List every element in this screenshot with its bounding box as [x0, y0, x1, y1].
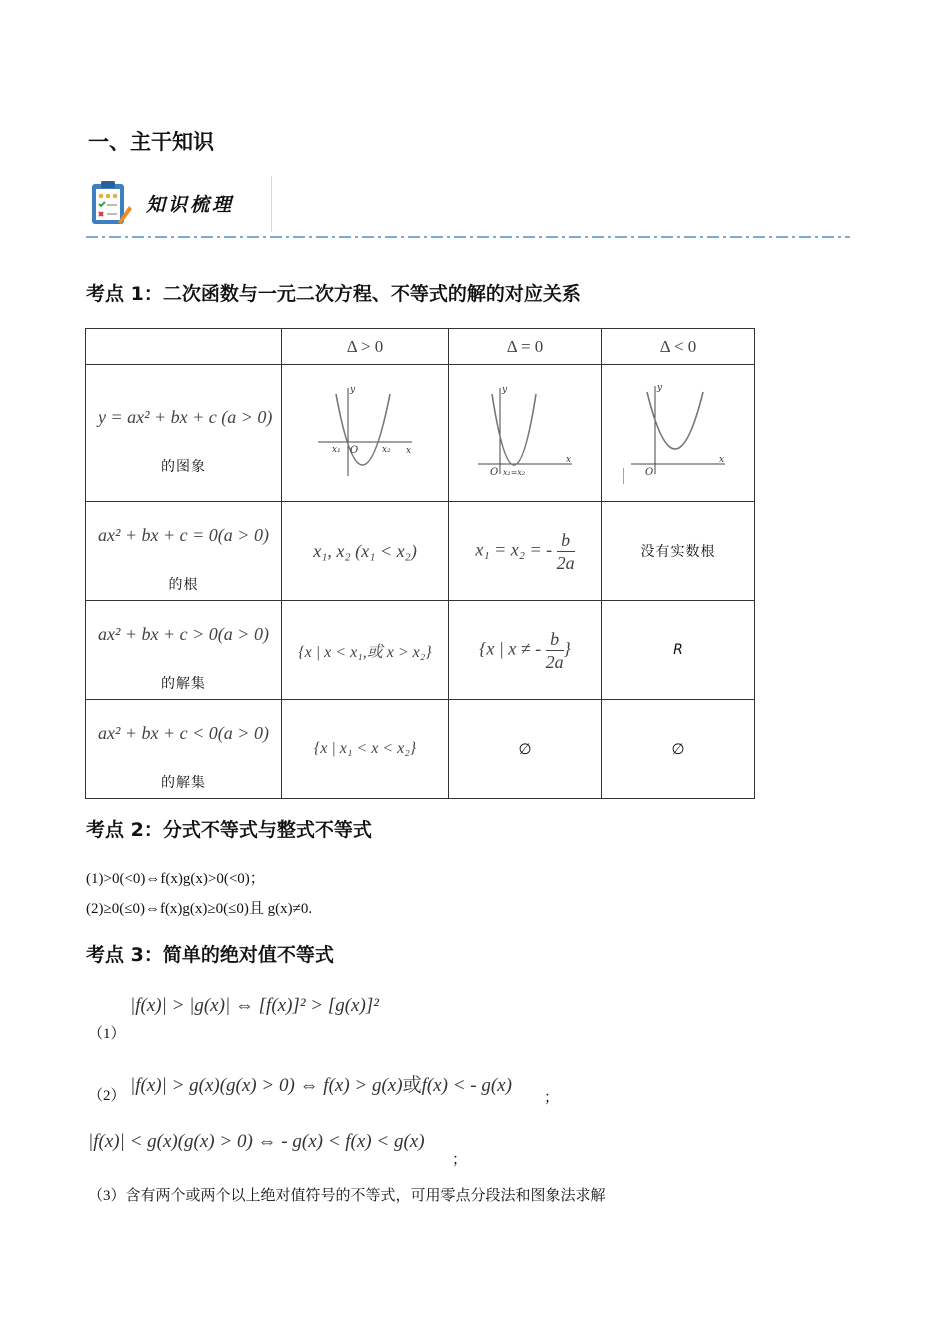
graph-y-label: y [657, 383, 663, 393]
header-delta-negative: Δ < 0 [602, 329, 755, 365]
graph-origin-label: O [490, 467, 499, 478]
roots-cell-zero [449, 502, 602, 601]
fraction-numerator: b [557, 529, 575, 552]
clipboard-checklist-icon [88, 178, 132, 228]
abs-formula-2-part-b: f(x) < - g(x) [421, 1075, 512, 1096]
parabola-no-root-graph [623, 376, 733, 486]
row-label-math: ax² + bx + c > 0(a > 0) [98, 623, 269, 644]
fraction-b-over-2a [557, 529, 575, 574]
graph-cell-zero [449, 365, 602, 502]
abs-formula-2-part-a: |f(x)| > g(x)(g(x) > 0) ⇔ f(x) > g(x) [130, 1075, 403, 1096]
row-label-text: 的图象 [161, 458, 206, 475]
header-delta-positive: Δ > 0 [282, 329, 449, 365]
abs-formula-3: |f(x)| < g(x)(g(x) > 0) ⇔ - g(x) < f(x) < g(x) [88, 1131, 425, 1152]
row-label-math: ax² + bx + c = 0(a > 0) [98, 524, 269, 545]
abs-formula-2-or: 或 [402, 1074, 422, 1096]
row-label-text: 的根 [168, 576, 199, 593]
graph-x2-label: x₂ [382, 445, 391, 455]
roots-zero-expr: x₁ = x₂ = - [475, 539, 553, 560]
less-cell-zero: ∅ [449, 700, 602, 799]
abs-formula-1: |f(x)| > |g(x)| ⇔ [f(x)]² > [g(x)]² [130, 995, 379, 1016]
greater-cell-negative: R [602, 601, 755, 700]
section-title: 一、主干知识 [88, 130, 214, 154]
fraction-numerator: b [546, 628, 564, 651]
parabola-one-root-graph [470, 376, 580, 486]
table-row [86, 502, 755, 601]
less-cell-negative: ∅ [602, 700, 755, 799]
table-header-row [86, 329, 755, 365]
less-cell-positive: {x | x₁ < x < x₂} [282, 700, 449, 799]
row-label-less [86, 700, 282, 799]
graph-x-label: x [719, 455, 725, 465]
knowledge-banner [86, 176, 272, 232]
row-label-math: ax² + bx + c < 0(a > 0) [98, 722, 269, 743]
row-label-roots [86, 502, 282, 601]
point3-title: 考点 3：简单的绝对值不等式 [86, 944, 334, 966]
item-3-text: （3）含有两个或两个以上绝对值符号的不等式，可用零点分段法和图象法求解 [88, 1188, 606, 1204]
table-row [86, 700, 755, 799]
point2-line-1: (1)>0(<0)⇔f(x)g(x)>0(<0)； [86, 871, 265, 887]
graph-y-label: y [502, 385, 508, 395]
roots-cell-positive: x₁, x₂ (x₁ < x₂) [282, 502, 449, 601]
table-row [86, 601, 755, 700]
graph-x-label: x [566, 455, 572, 465]
graph-double-root-label: x₁=x₂ [503, 468, 526, 477]
point2-line-2: (2)≥0(≤0)⇔f(x)g(x)≥0(≤0)且 g(x)≠0. [86, 901, 313, 917]
point1-title: 考点 1：二次函数与一元二次方程、不等式的解的对应关系 [86, 283, 581, 305]
graph-x-label: x [406, 446, 412, 456]
row-label-text: 的解集 [161, 675, 206, 692]
item-2b-end: ； [452, 1152, 468, 1168]
row-label-math: y = ax² + bx + c (a > 0) [98, 406, 273, 427]
item-2-end: ； [544, 1090, 560, 1106]
greater-zero-expr: {x | x ≠ - [479, 638, 542, 659]
table-header-empty [86, 329, 282, 365]
parabola-two-roots-graph [310, 376, 420, 486]
relation-table [85, 328, 755, 799]
point2-title: 考点 2：分式不等式与整式不等式 [86, 819, 372, 841]
roots-cell-negative: 没有实数根 [602, 502, 755, 601]
graph-y-label: y [350, 385, 356, 395]
item-2-label: （2） [88, 1088, 126, 1104]
fraction-denominator: 2a [556, 552, 575, 573]
fraction-b-over-2a [546, 628, 564, 673]
greater-cell-positive: {x | x < x₁,或 x > x₂} [282, 601, 449, 700]
row-label-text: 的解集 [161, 774, 206, 791]
abs-formula-2 [130, 1070, 512, 1097]
header-delta-zero: Δ = 0 [449, 329, 602, 365]
graph-origin-label: O [350, 445, 359, 456]
row-label-graph [86, 365, 282, 502]
fraction-denominator: 2a [545, 651, 564, 672]
row-label-greater [86, 601, 282, 700]
item-1-label: （1） [88, 1026, 126, 1042]
graph-origin-label: O [645, 467, 654, 478]
graph-cell-negative [602, 365, 755, 502]
section-divider [86, 235, 850, 239]
graph-cell-positive [282, 365, 449, 502]
table-row [86, 365, 755, 502]
graph-x1-label: x₁ [332, 445, 341, 455]
greater-cell-zero: {x | x ≠ - $\frac{b}{2a}$ } [449, 601, 602, 700]
banner-title: 知识梳理 [146, 194, 235, 216]
